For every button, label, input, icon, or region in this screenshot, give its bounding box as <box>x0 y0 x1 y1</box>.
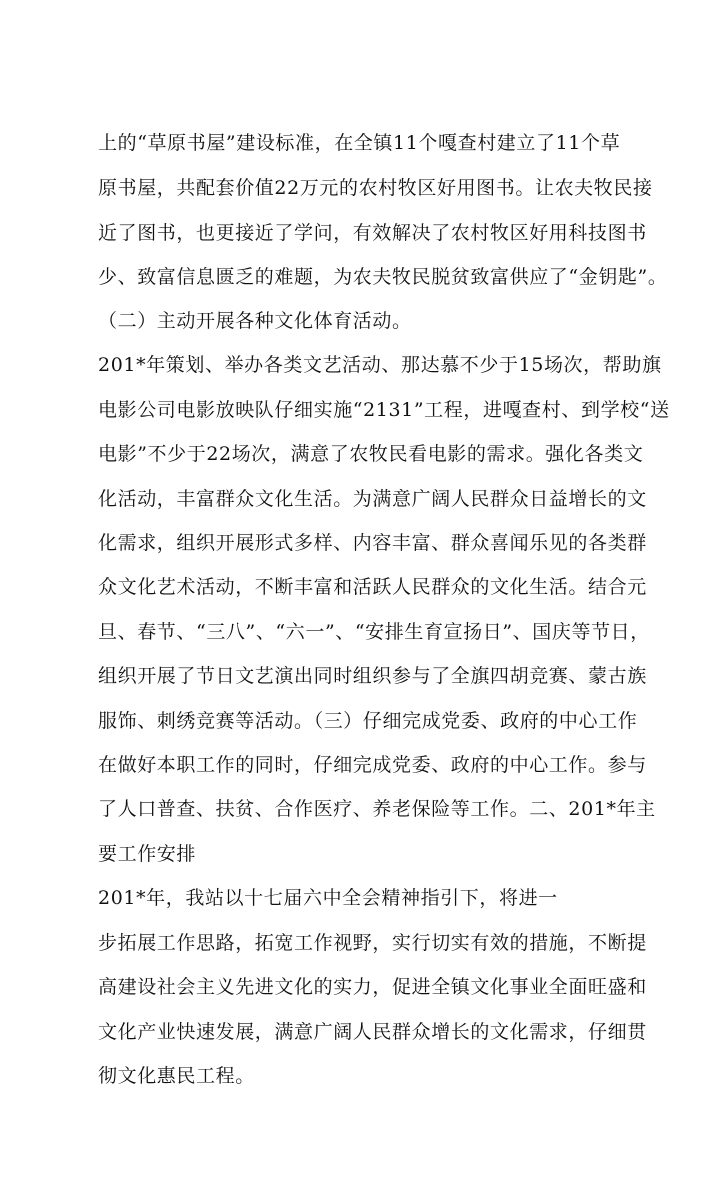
text-line: 化活动，丰富群众文化生活。为满意广阔人民群众日益增长的文 <box>98 488 647 510</box>
text-line: 了人口普查、扶贫、合作医疗、养老保险等工作。二、201*年主 <box>98 798 656 820</box>
text-line: 要工作安排 <box>98 843 197 865</box>
text-line: 原书屋，共配套价值22万元的农村牧区好用图书。让农夫牧民接 <box>98 177 653 199</box>
text-line: 组织开展了节日文艺演出同时组织参与了全旗四胡竞赛、蒙古族 <box>98 665 647 687</box>
text-line: 彻文化惠民工程。 <box>98 1065 255 1087</box>
text-line: 电影公司电影放映队仔细实施“2131”工程，进嘎查村、到学校“送 <box>98 399 670 421</box>
text-line: 旦、春节、“三八”、“六一”、“安排生育宣扬日”、国庆等节日， <box>98 621 650 643</box>
text-line: 文化产业快速发展，满意广阔人民群众增长的文化需求，仔细贯 <box>98 1021 647 1043</box>
text-line: 201*年策划、举办各类文艺活动、那达慕不少于15场次，帮助旗 <box>98 354 662 376</box>
text-line: 近了图书，也更接近了学问，有效解决了农村牧区好用科技图书 <box>98 222 647 244</box>
text-line: 众文化艺术活动，不断丰富和活跃人民群众的文化生活。结合元 <box>98 576 647 598</box>
text-line: 服饰、刺绣竞赛等活动。（三）仔细完成党委、政府的中心工作 <box>98 710 638 732</box>
text-line: 少、致富信息匮乏的难题，为农夫牧民脱贫致富供应了“金钥匙”。 <box>98 266 668 288</box>
text-line: 201*年，我站以十七届六中全会精神指引下，将进一 <box>98 887 558 909</box>
text-line: 电影”不少于22场次，满意了农牧民看电影的需求。强化各类文 <box>98 443 644 465</box>
section-heading: （二）主动开展各种文化体育活动。 <box>98 310 412 332</box>
text-line: 化需求，组织开展形式多样、内容丰富、群众喜闻乐见的各类群 <box>98 532 647 554</box>
text-line: 高建设社会主义先进文化的实力，促进全镇文化事业全面旺盛和 <box>98 976 647 998</box>
text-line: 在做好本职工作的同时，仔细完成党委、政府的中心工作。参与 <box>98 754 647 776</box>
text-line: 步拓展工作思路，拓宽工作视野，实行切实有效的措施，不断提 <box>98 932 647 954</box>
text-line: 上的“草原书屋”建设标准，在全镇11个嘎查村建立了11个草 <box>98 132 621 154</box>
